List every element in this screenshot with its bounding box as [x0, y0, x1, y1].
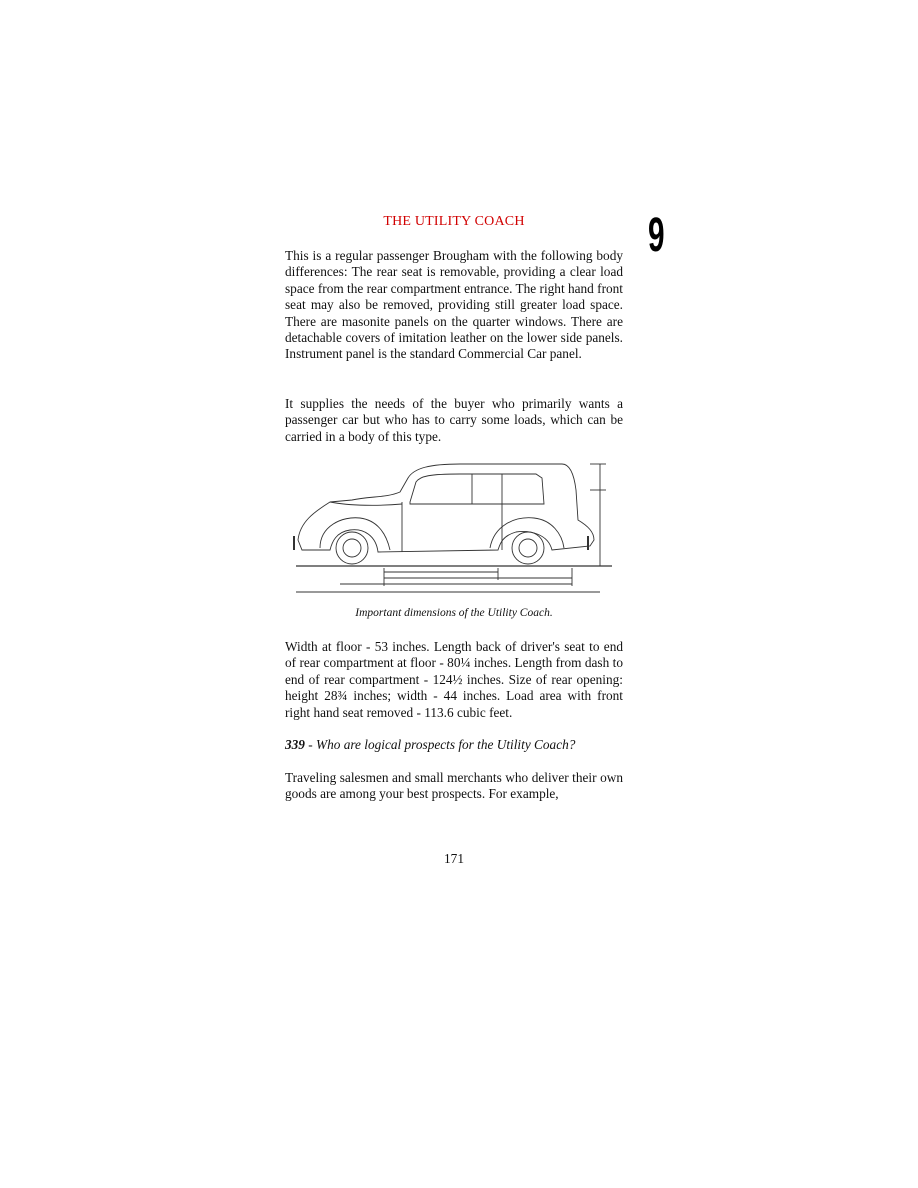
chapter-tab: 9: [648, 209, 665, 262]
figure-caption: Important dimensions of the Utility Coach.: [355, 607, 553, 619]
section-title: THE UTILITY COACH: [383, 214, 525, 229]
page-number: 171: [444, 851, 464, 866]
supplies-paragraph: It supplies the needs of the buyer who primarily wants a passenger car but who has to carry some loads, which can be carried in a body of this type.: [285, 396, 623, 444]
dimensions-paragraph: Width at floor - 53 inches. Length back of driver's seat to end of rear compartment at floor - 80¼ inches. Length from dash to end of rear compartment - 124½ inches. Size of rear opening: height 28¾ inches; width - 44 inches. Load area with front right hand seat removed - 113.6 cubic feet.: [285, 639, 623, 720]
question-line: [285, 737, 623, 753]
question-number: 339: [285, 737, 305, 752]
question-text: - Who are logical prospects for the Utility Coach?: [304, 737, 576, 752]
answer-paragraph: Traveling salesmen and small merchants who deliver their own goods are among your best prospects. For example,: [285, 770, 623, 802]
intro-paragraph: This is a regular passenger Brougham with the following body differences: The rear seat is removable, providing a clear load space from the rear compartment entrance. The right hand front seat may also be removed, providing still greater load space. There are masonite panels on the quarter windows. There are detachable covers of imitation leather on the lower side panels. Instrument panel is the standard Commercial Car panel.: [285, 248, 623, 362]
utility-coach-drawing: [290, 460, 616, 600]
